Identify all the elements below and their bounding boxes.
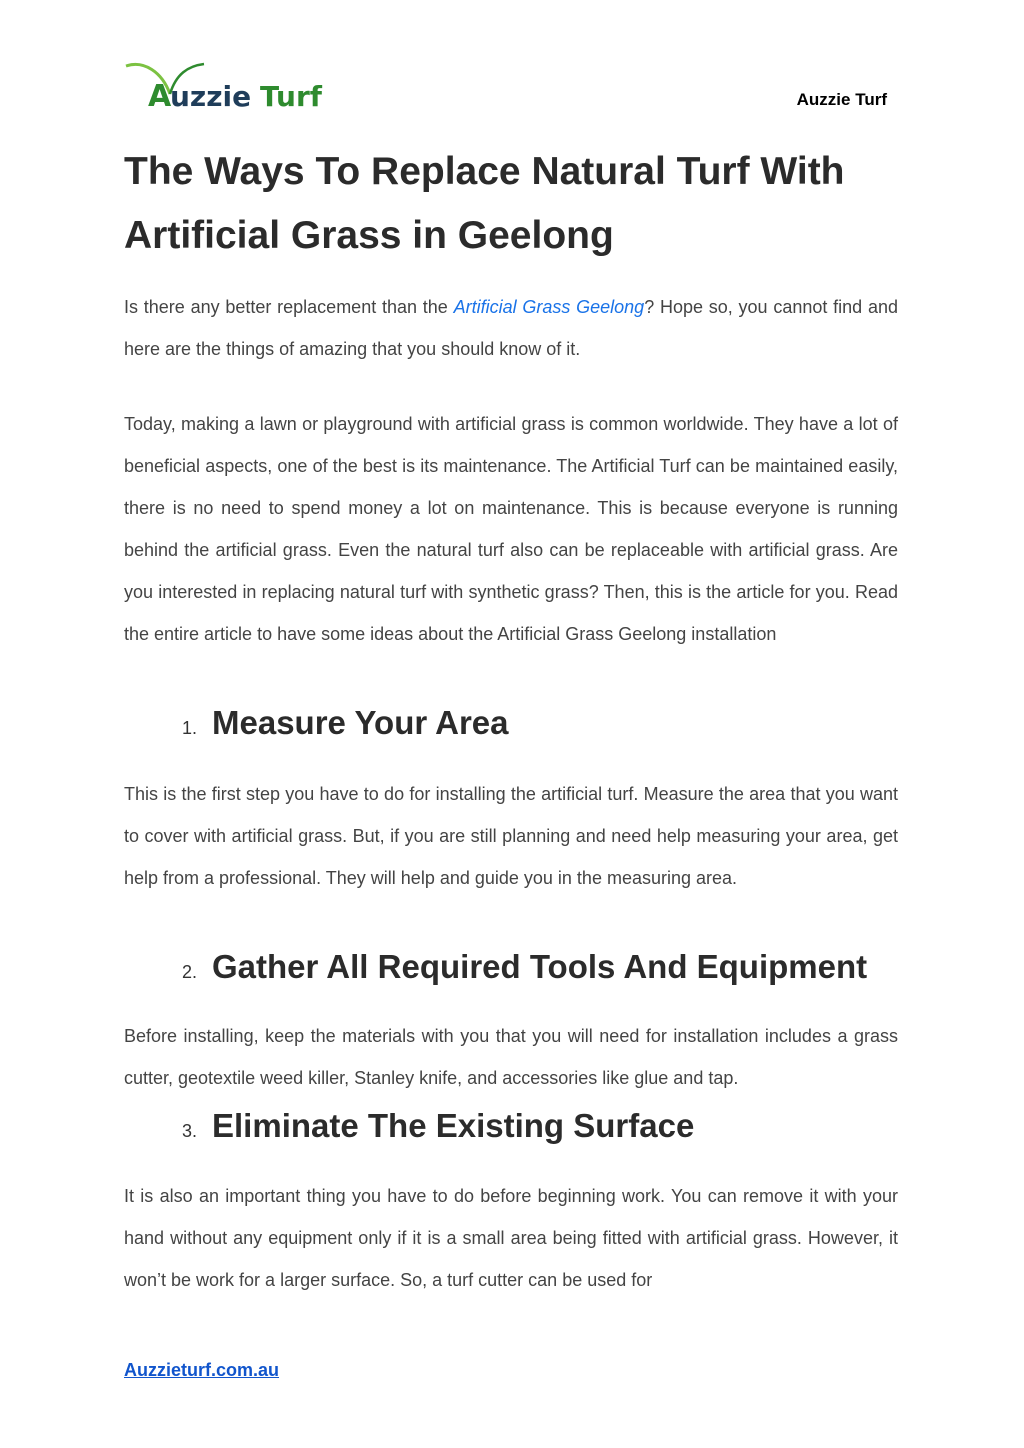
svg-text:Turf: Turf: [260, 80, 322, 113]
footer-website-link[interactable]: Auzzieturf.com.au: [124, 1360, 280, 1380]
intro-paragraph: [124, 286, 898, 370]
step-2-body: Before installing, keep the materials with you that you will need for installation includes a grass cutter, geotextile weed killer, Stanley knife, and accessories like glue and tap.: [124, 1026, 898, 1088]
step-heading-3: [182, 1107, 694, 1145]
step-3-body: It is also an important thing you have to do before beginning work. You can remove it with your hand without any equipment only if it is a small area being fitted with artificial grass. However, it won’t be work for a larger surface. So, a turf cutter can be used for: [124, 1186, 898, 1290]
header-brand: Auzzie Turf: [796, 90, 887, 109]
step-number: 2.: [182, 962, 198, 982]
step-heading-2: [182, 948, 867, 986]
step-title: Eliminate The Existing Surface: [212, 1107, 695, 1144]
svg-text:A: A: [148, 79, 172, 114]
step-title: Gather All Required Tools And Equipment: [212, 948, 868, 985]
paragraph-2: Today, making a lawn or playground with artificial grass is common worldwide. They have a lot of beneficial aspects, one of the best is its maintenance. The Artificial Turf can be maintained easily, there is no need to spend money a lot on maintenance. This is because everyone is running behind the artificial grass. Even the natural turf also can be replaceable with artificial grass. Are you interested in replacing natural turf with synthetic grass? Then, this is the article for you. Read the entire article to have some ideas about the Artificial Grass Geelong installation: [124, 414, 898, 644]
step-number: 1.: [182, 718, 198, 738]
step-heading-1: [182, 704, 509, 742]
auzzie-turf-logo: [124, 60, 324, 114]
step-1-body: This is the first step you have to do for installing the artificial turf. Measure the area that you want to cover with artificial grass. But, if you are still planning and need help measuring your area, get help from a professional. They will help and guide you in the measuring area.: [124, 784, 898, 888]
intro-text-start: Is there any better replacement than the: [124, 297, 454, 317]
step-number: 3.: [182, 1121, 198, 1141]
page-title: The Ways To Replace Natural Turf With Artificial Grass in Geelong: [124, 150, 845, 257]
step-title: Measure Your Area: [212, 704, 509, 741]
intro-text-end: ? Hope so, you cannot find and here are the things of amazing that you should know of it.: [124, 297, 898, 359]
artificial-grass-geelong-link[interactable]: Artificial Grass Geelong: [453, 297, 645, 317]
svg-text:uzzie: uzzie: [170, 80, 252, 113]
